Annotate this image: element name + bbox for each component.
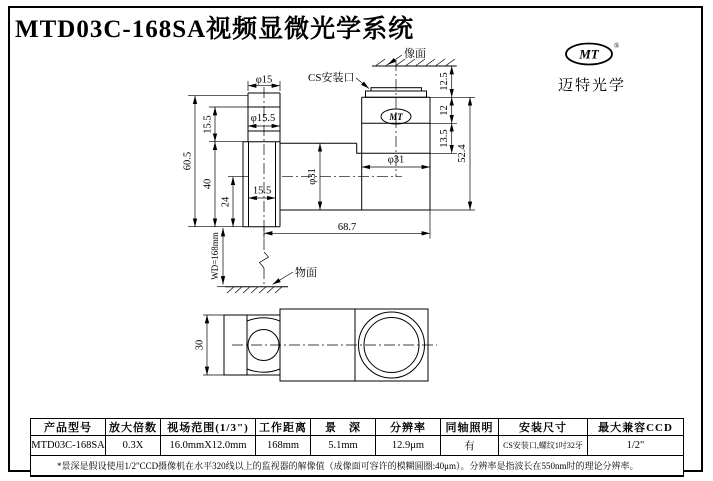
body-logo-mark: MT	[389, 112, 403, 122]
col-header-fov: 视场范围(1/3")	[161, 419, 256, 436]
cell-working-distance: 168mm	[256, 436, 311, 456]
col-header-depth-of-field: 景 深	[311, 419, 376, 436]
extension-lines	[188, 66, 475, 375]
col-header-mount-size: 安装尺寸	[499, 419, 588, 436]
col-header-working-distance: 工作距离	[256, 419, 311, 436]
leader-lines	[273, 55, 403, 285]
col-header-max-ccd: 最大兼容CCD	[588, 419, 684, 436]
table-footnote-row	[31, 456, 684, 477]
footnote-text: *景深是假设使用1/2"CCD摄像机在水平320线以上的监视器的解像值（成像面可容许的模糊圆圈:40μm）。分辨率是指波长在550nm时的理论分辨率。	[31, 456, 684, 477]
cell-resolution: 12.9μm	[376, 436, 441, 456]
spec-table	[30, 418, 684, 477]
cell-fov: 16.0mmX12.0mm	[161, 436, 256, 456]
label-object-plane: 物面	[295, 267, 317, 279]
dim-phi15-5: φ15.5	[250, 113, 276, 124]
cell-max-ccd: 1/2"	[588, 436, 684, 456]
table-value-row	[31, 436, 684, 456]
dim-30: 30	[194, 339, 206, 351]
cell-magnification: 0.3X	[106, 436, 161, 456]
table-header-row	[31, 419, 684, 436]
label-cs-mount: CS安装口	[308, 72, 355, 84]
cell-mount-size: CS安装口,螺纹1吋32牙	[499, 436, 588, 456]
label-image-plane: 像面	[404, 48, 426, 60]
dim-bore15-5: 15.5	[252, 185, 272, 197]
dim-60-5: 60.5	[182, 151, 194, 171]
dim-13-5: 13.5	[439, 129, 450, 148]
centerlines	[260, 60, 403, 287]
dim-phi31-tube: φ31	[307, 168, 318, 185]
brand-mark-text: MT	[579, 46, 599, 62]
page-title: MTD03C-168SA视频显微光学系统	[15, 16, 415, 43]
col-header-resolution: 分辨率	[376, 419, 441, 436]
dim-wd: WD=168mm	[210, 232, 220, 280]
object-plane-hatch	[227, 287, 282, 293]
dim-40: 40	[202, 178, 214, 190]
dim-12-5: 12.5	[439, 72, 450, 91]
cell-depth-of-field: 5.1mm	[311, 436, 376, 456]
col-header-coaxial-light: 同轴照明	[441, 419, 499, 436]
dim-24: 24	[220, 196, 232, 208]
dim-phi15: φ15	[255, 74, 273, 86]
dim-68-7: 68.7	[337, 222, 357, 233]
cell-coaxial-light: 有	[441, 436, 499, 456]
registered-mark: ®	[614, 42, 620, 50]
col-header-model: 产品型号	[31, 419, 106, 436]
col-header-magnification: 放大倍数	[106, 419, 161, 436]
dim-15-5: 15.5	[202, 115, 214, 134]
cell-model: MTD03C-168SA	[31, 436, 106, 456]
dimension-lines	[195, 66, 470, 375]
brand-name: 迈特光学	[557, 78, 626, 94]
dim-phi31-body: φ31	[387, 154, 405, 166]
dim-52-4: 52.4	[457, 144, 468, 163]
dim-12: 12	[439, 105, 450, 116]
